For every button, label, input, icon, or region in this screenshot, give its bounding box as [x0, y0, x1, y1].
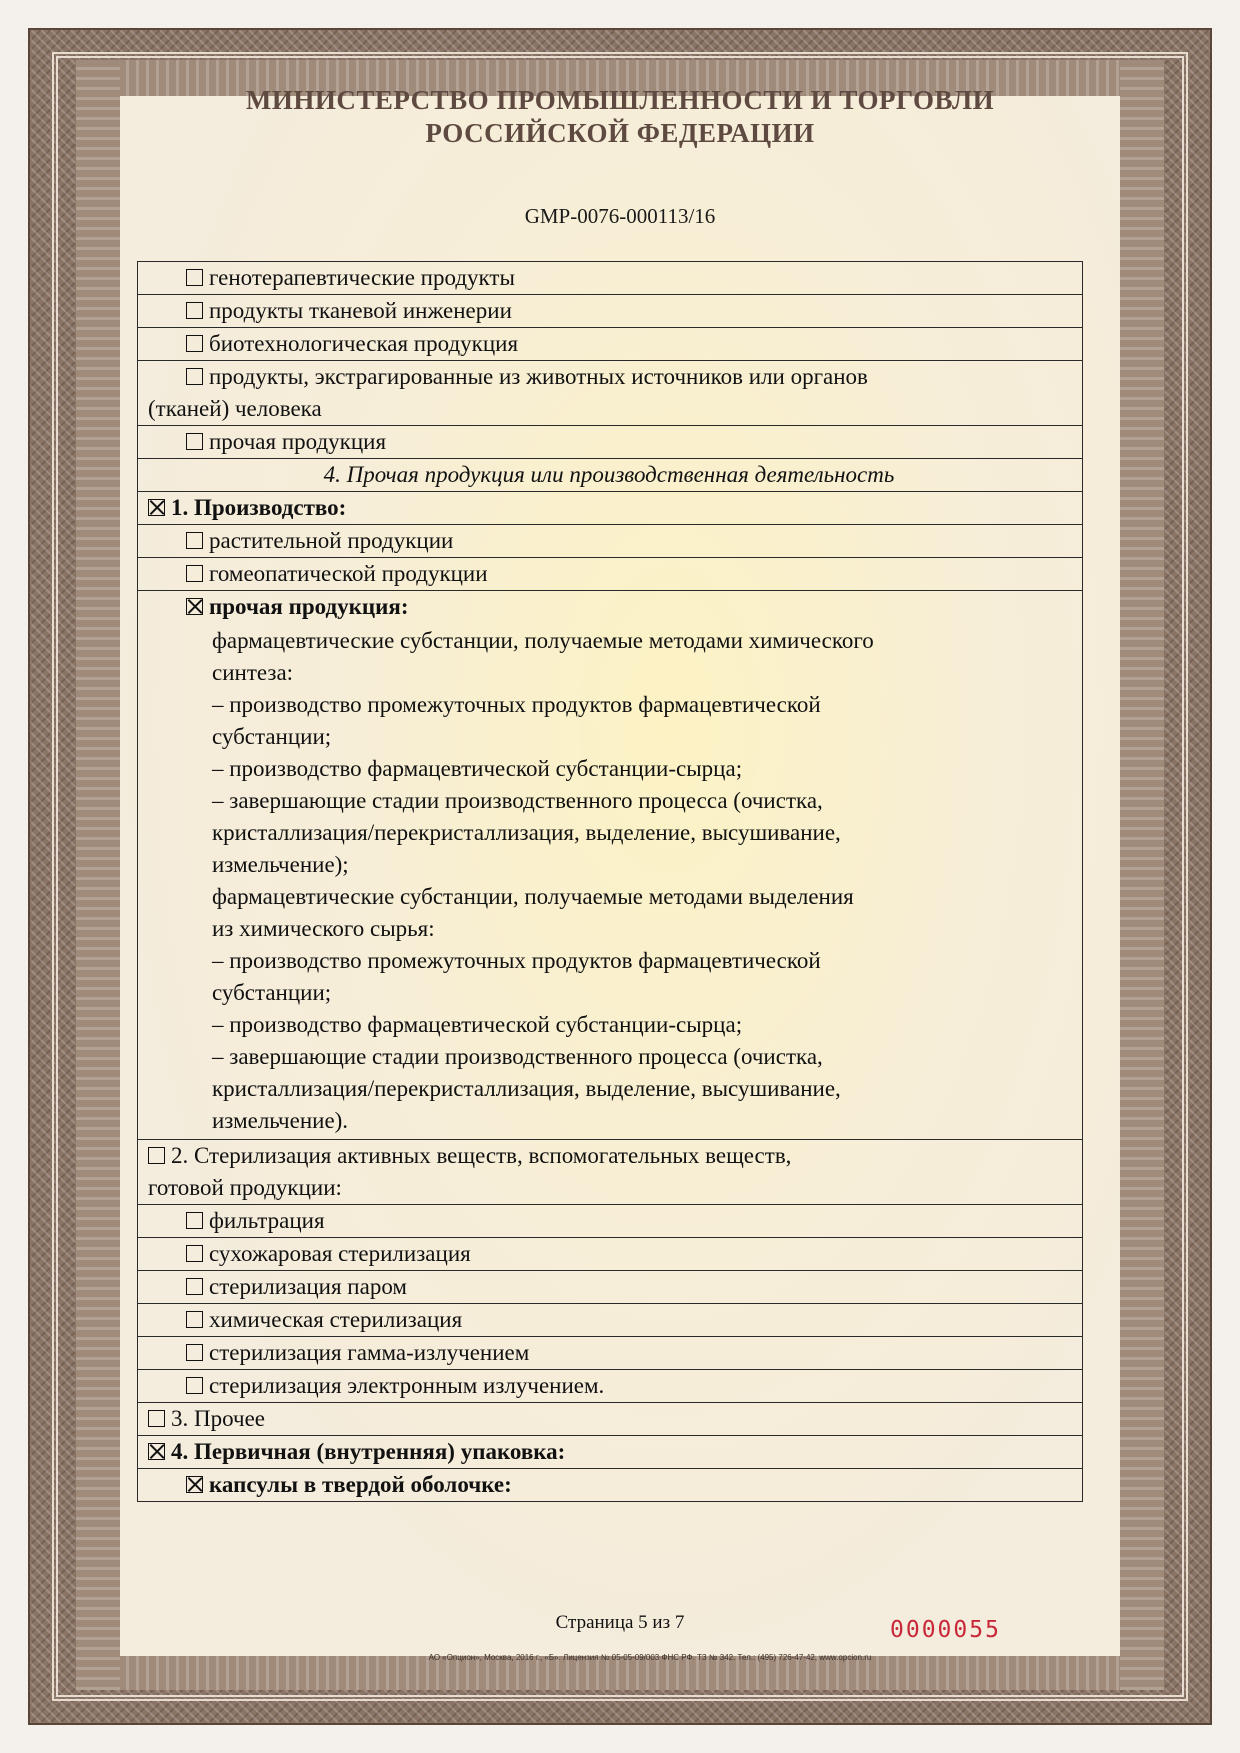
table-row [138, 1403, 1083, 1436]
table-row [138, 1436, 1083, 1469]
table-row [138, 1370, 1083, 1403]
description-line: – производство фармацевтической субстанции-сырца; [212, 1012, 743, 1037]
substances-description [186, 623, 1070, 1139]
description-line: субстанции; [212, 724, 332, 749]
table-row [138, 426, 1083, 459]
description-line: – производство фармацевтической субстанции-сырца; [212, 756, 743, 781]
row-label: сухожаровая стерилизация [209, 1241, 471, 1266]
checkbox-unchecked-icon [148, 1410, 165, 1427]
row-label: прочая продукция [209, 429, 387, 454]
table-row [138, 1337, 1083, 1370]
row-label-continuation: готовой продукции: [148, 1175, 342, 1200]
description-line: кристаллизация/перекристаллизация, выделение, высушивание, [212, 820, 841, 845]
description-line: измельчение). [212, 1108, 349, 1133]
row-label: 4. Первичная (внутренняя) упаковка: [171, 1439, 566, 1464]
checkbox-checked-icon [186, 598, 203, 615]
checkbox-unchecked-icon [186, 1377, 203, 1394]
section-heading: 4. Прочая продукция или производственная деятельность [138, 459, 1083, 492]
checkbox-checked-icon [148, 499, 165, 516]
printer-imprint: АО «Опцион», Москва, 2016 г., «Б». Лицензия № 05-05-09/003 ФНС РФ. ТЗ № 342. Тел.: (495) 726-47-42, www.opcion.ru [428, 1653, 872, 1662]
activities-table [137, 261, 1083, 1502]
row-label: генотерапевтические продукты [209, 265, 515, 290]
table-row [138, 558, 1083, 591]
table-row [138, 492, 1083, 525]
row-label: прочая продукция: [209, 594, 409, 619]
checkbox-checked-icon [186, 1476, 203, 1493]
description-line: фармацевтические субстанции, получаемые методами химического [212, 628, 874, 653]
checkbox-unchecked-icon [186, 1311, 203, 1328]
row-label: стерилизация гамма-излучением [209, 1340, 530, 1365]
checkbox-unchecked-icon [186, 368, 203, 385]
checkbox-unchecked-icon [186, 565, 203, 582]
row-label: продукты тканевой инженерии [209, 298, 512, 323]
row-label-continuation: (тканей) человека [148, 396, 322, 421]
row-label: капсулы в твердой оболочке: [209, 1472, 512, 1497]
row-label: биотехнологическая продукция [209, 331, 519, 356]
row-label: фильтрация [209, 1208, 325, 1233]
table-row [138, 262, 1083, 295]
row-label: растительной продукции [209, 528, 454, 553]
table-row [138, 525, 1083, 558]
checkbox-checked-icon [148, 1443, 165, 1460]
checkbox-unchecked-icon [186, 532, 203, 549]
description-line: – производство промежуточных продуктов фармацевтической [212, 692, 821, 717]
description-line: – производство промежуточных продуктов фармацевтической [212, 948, 821, 973]
table-row [138, 1271, 1083, 1304]
ministry-title-line2: РОССИЙСКОЙ ФЕДЕРАЦИИ [425, 118, 815, 148]
row-label: гомеопатической продукции [209, 561, 488, 586]
serial-number: 0000055 [890, 1617, 1001, 1643]
row-label: продукты, экстрагированные из животных источников или органов [209, 364, 868, 389]
checkbox-unchecked-icon [186, 1245, 203, 1262]
checkbox-unchecked-icon [186, 1344, 203, 1361]
description-line: измельчение); [212, 852, 349, 877]
certificate-number: GMP-0076-000113/16 [524, 204, 716, 228]
checkbox-unchecked-icon [148, 1147, 165, 1164]
checkbox-unchecked-icon [186, 335, 203, 352]
row-label: 1. Производство: [171, 495, 347, 520]
checkbox-unchecked-icon [186, 433, 203, 450]
description-line: субстанции; [212, 980, 332, 1005]
checkbox-unchecked-icon [186, 269, 203, 286]
description-line: синтеза: [212, 660, 294, 685]
table-row [138, 1469, 1083, 1502]
table-row [138, 295, 1083, 328]
table-row [138, 1205, 1083, 1238]
description-line: кристаллизация/перекристаллизация, выделение, высушивание, [212, 1076, 841, 1101]
description-line: фармацевтические субстанции, получаемые методами выделения [212, 884, 854, 909]
table-row [138, 361, 1083, 426]
page-number: Страница 5 из 7 [555, 1612, 685, 1633]
description-line: – завершающие стадии производственного процесса (очистка, [212, 788, 823, 813]
row-label: 3. Прочее [171, 1406, 265, 1431]
ministry-title [130, 84, 1110, 150]
checkbox-unchecked-icon [186, 1212, 203, 1229]
checkbox-unchecked-icon [186, 302, 203, 319]
table-row [138, 591, 1083, 1140]
table-row [138, 1238, 1083, 1271]
description-line: – завершающие стадии производственного процесса (очистка, [212, 1044, 823, 1069]
ministry-title-line1: МИНИСТЕРСТВО ПРОМЫШЛЕННОСТИ И ТОРГОВЛИ [245, 85, 995, 115]
table-row [138, 328, 1083, 361]
checkbox-unchecked-icon [186, 1278, 203, 1295]
row-label: химическая стерилизация [209, 1307, 463, 1332]
description-line: из химического сырья: [212, 916, 435, 941]
table-row [138, 1304, 1083, 1337]
row-label: стерилизация электронным излучением. [209, 1373, 605, 1398]
section-heading-row [138, 459, 1083, 492]
table-row [138, 1140, 1083, 1205]
row-label: 2. Стерилизация активных веществ, вспомогательных веществ, [171, 1143, 792, 1168]
row-label: стерилизация паром [209, 1274, 407, 1299]
